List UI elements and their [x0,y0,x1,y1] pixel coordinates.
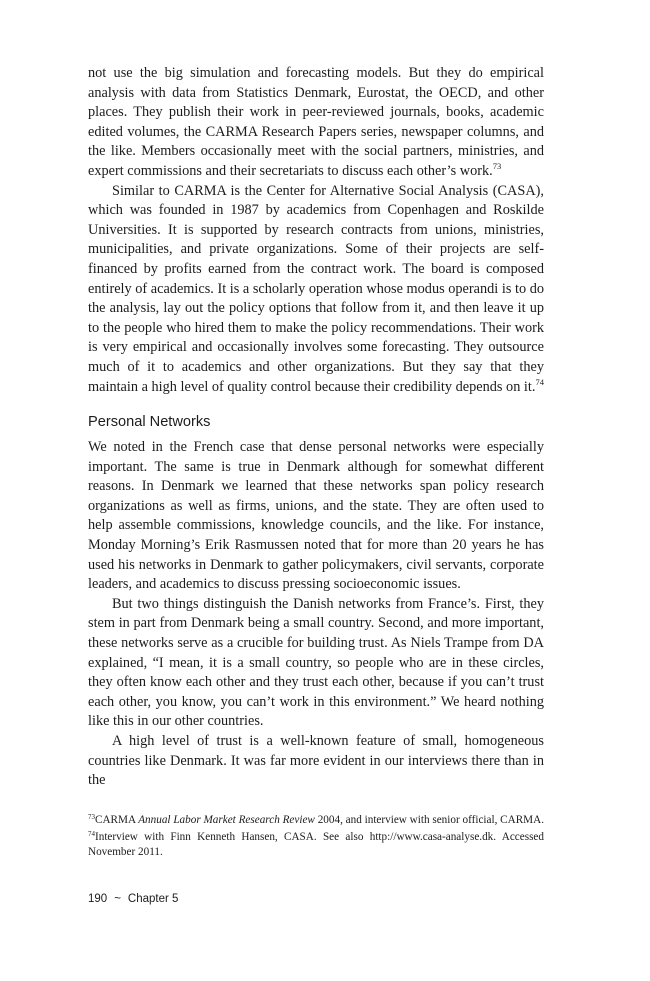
body-paragraph-5: A high level of trust is a well-known feature of small, homogeneous countries like Denmark. It was far more evident in our interviews there than in the [88,733,544,789]
footnotes [88,813,544,862]
footer-separator: ~ [114,893,121,905]
footnote-74: $^{74}$Interview with Finn Kenneth Hansen, CASA. See also http://www.casa-analyse.dk. Accessed November 2011. [88,829,544,859]
footnote-ref-74[interactable]: 74 [535,376,544,387]
page-number: 190 [88,893,108,905]
footnote-ref-73[interactable]: 73 [492,160,502,171]
page-footer [88,893,185,905]
body-paragraph-1: not use the big simulation and forecasting models. But they do empirical analysis with data from Statistics Denmark, Eurostat, the OECD, and other places. They publish their work in peer-reviewed journals, books, academic edited volumes, the CARMA Research Papers series, newspaper columns, and the like. Members occasionally meet with the social partners, ministries, and expert commissions and their secretariats to discuss each other’s work.$^{73}$ [88,65,544,179]
body-paragraph-4: But two things distinguish the Danish networks from France’s. First, they stem in part from Denmark being a small country. Second, and more important, these networks serve as a crucible for building trust. As Niels Trampe from DA explained, “I mean, it is a small country, so people who are in these circles, they often know each other and they trust each other, because if you can’t trust each other, you know, you can’t work in this environment.” We heard nothing like this in our other countries. [88,595,544,730]
section-heading: Personal Networks [88,414,211,431]
footnote-73: $^{73}$CARMA Annual Labor Market Research Review 2004, and interview with senior official, CARMA. [88,813,545,826]
running-chapter: Chapter 5 [127,893,179,905]
body-paragraph-3: We noted in the French case that dense personal networks were especially important. The same is true in Denmark although for somewhat different reasons. In Denmark we learned that these networks span policy research organizations as well as firms, unions, and the state. They are often used to help assemble commissions, knowledge councils, and the like. For instance, Monday Morning’s Erik Rasmussen noted that for more than 20 years he has used his networks in Denmark to gather policymakers, civil servants, corporate leaders, and academics to discuss pressing socioeconomic issues. [88,439,544,593]
body-paragraph-2: Similar to CARMA is the Center for Alternative Social Analysis (CASA), which was founded in 1987 by academics from Copenhagen and Roskilde Universities. It is supported by research contracts from unions, ministries, municipalities, and private organizations. Some of their projects are self-financed by profits earned from the contract work. The board is composed entirely of academics. It is a scholarly operation whose modus operandi is to do the analysis, lay out the policy options that follow from it, and then leave it up to the people who hired them to make the policy recommendations. Their work is very empirical and occasionally involves some forecasting. They outsource much of it to academics and other organizations. But they say that they maintain a high level of quality control because their credibility depends on it.$^{74}$ [88,182,544,395]
page-body [88,64,544,791]
